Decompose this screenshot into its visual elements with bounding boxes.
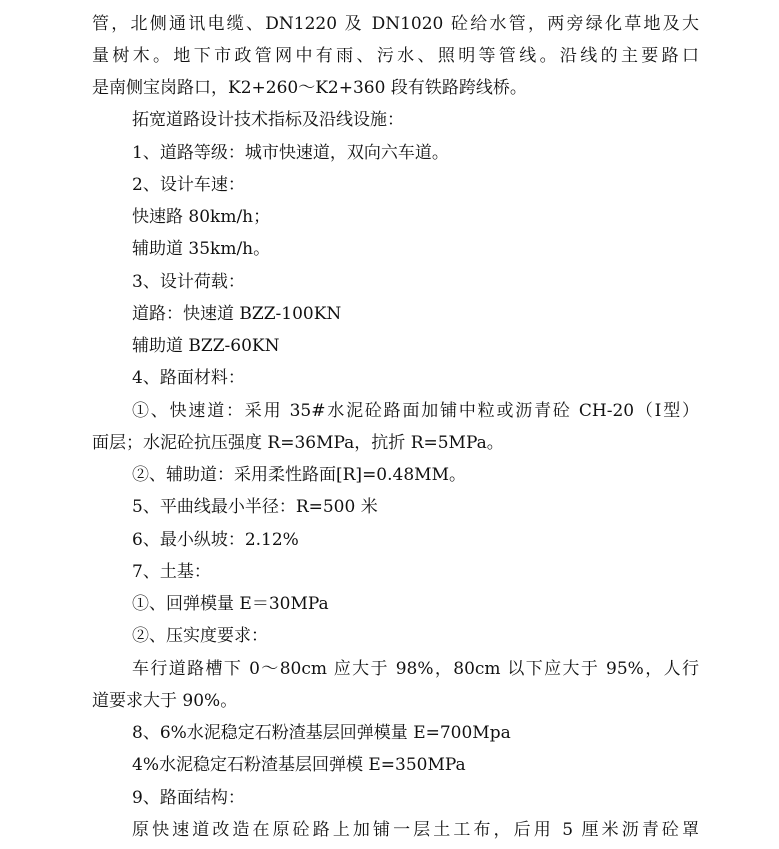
text-line: 4、路面材料：: [132, 368, 245, 388]
text-line: 8、6%水泥稳定石粉渣基层回弹模量 E=700Mpa: [132, 723, 511, 743]
text-line: ①、快速道：采用 35#水泥砼路面加铺中粒或沥青砼 CH-20（Ⅰ型）: [132, 401, 699, 421]
text-line: 管，北侧通讯电缆、DN1220 及 DN1020 砼给水管，两旁绿化草地及大: [92, 14, 699, 34]
text-line: 快速路 80km/h；: [132, 207, 271, 227]
text-line: ②、压实度要求：: [132, 626, 268, 646]
text-line: 道路：快速道 BZZ-100KN: [132, 304, 342, 324]
text-line: 辅助道 BZZ-60KN: [132, 336, 280, 356]
text-line: 4%水泥稳定石粉渣基层回弹模 E=350MPa: [132, 755, 466, 775]
text-line: 是南侧宝岗路口，K2+260～K2+360 段有铁路跨线桥。: [92, 78, 527, 98]
text-line: 3、设计荷载：: [132, 272, 245, 292]
text-line: 1、道路等级：城市快速道，双向六车道。: [132, 143, 449, 163]
text-line: 原快速道改造在原砼路上加铺一层土工布，后用 5 厘米沥青砼罩: [132, 820, 699, 840]
text-line: 7、土基：: [132, 562, 211, 582]
text-line: ①、回弹模量 E＝30MPa: [132, 594, 329, 614]
text-line: ②、辅助道：采用柔性路面[R]=0.48MM。: [132, 465, 466, 485]
text-line: 9、路面结构：: [132, 788, 245, 808]
text-line: 5、平曲线最小半径：R=500 米: [132, 497, 378, 517]
text-line: 面层；水泥砼抗压强度 R=36MPa，抗折 R=5MPa。: [92, 433, 504, 453]
text-line: 道要求大于 90%。: [92, 691, 238, 711]
text-line: 6、最小纵坡：2.12%: [132, 530, 299, 550]
text-line: 车行道路槽下 0～80cm 应大于 98%，80cm 以下应大于 95%，人行: [132, 659, 699, 679]
text-line: 辅助道 35km/h。: [132, 239, 271, 259]
text-line: 量树木。地下市政管网中有雨、污水、照明等管线。沿线的主要路口: [92, 46, 699, 66]
text-line: 2、设计车速：: [132, 175, 245, 195]
text-line: 拓宽道路设计技术指标及沿线设施：: [132, 110, 404, 130]
